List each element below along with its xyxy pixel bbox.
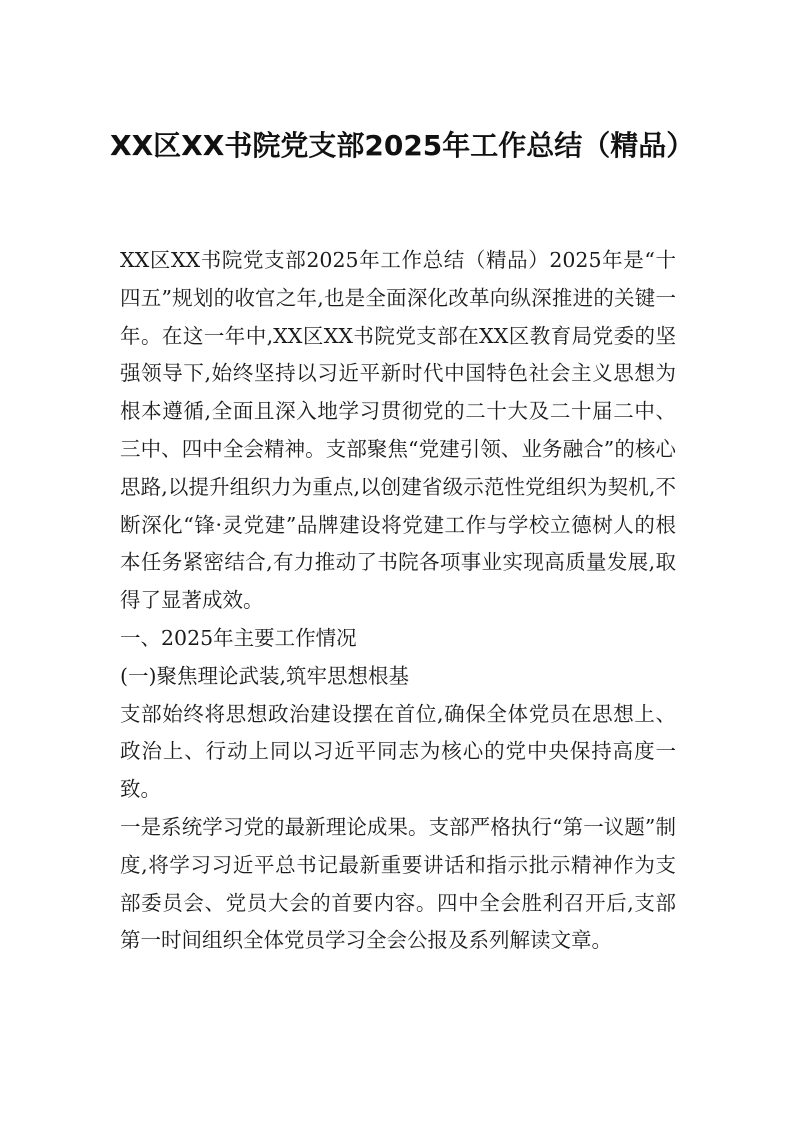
document-body xyxy=(120,242,676,960)
section-heading: 一、2025年主要工作情况 xyxy=(120,625,357,650)
paragraph-intro: XX区XX书院党支部2025年工作总结（精品）2025年是“十四五”规划的收官之年,也是全面深化改革向纵深推进的关键一年。在这一年中,XX区XX书院党支部在XX区教育局党委的坚强领导下,始终坚持以习近平新时代中国特色社会主义思想为根本遵循,全面且深入地学习贯彻党的二十大及二十届二中、三中、四中全会精神。支部聚焦“党建引领、业务融合”的核心思路,以提升组织力为重点,以创建省级示范性党组织为契机,不断深化“锋·灵党建”品牌建设将党建工作与学校立德树人的根本任务紧密结合,有力推动了书院各项事业实现高质量发展,取得了显著成效。 xyxy=(120,248,676,613)
document-title: XX区XX书院党支部2025年工作总结（精品） xyxy=(110,129,695,162)
subsection-heading: (一)聚焦理论武装,筑牢思想根基 xyxy=(120,663,410,688)
paragraph-body: 一是系统学习党的最新理论成果。支部严格执行“第一议题”制度,将学习习近平总书记最新重要讲话和指示批示精神作为支部委员会、党员大会的首要内容。四中全会胜利召开后,支部第一时间组织全体党员学习全会公报及系列解读文章。 xyxy=(120,814,676,953)
paragraph-body: 支部始终将思想政治建设摆在首位,确保全体党员在思想上、政治上、行动上同以习近平同志为核心的党中央保持高度一致。 xyxy=(120,701,676,802)
